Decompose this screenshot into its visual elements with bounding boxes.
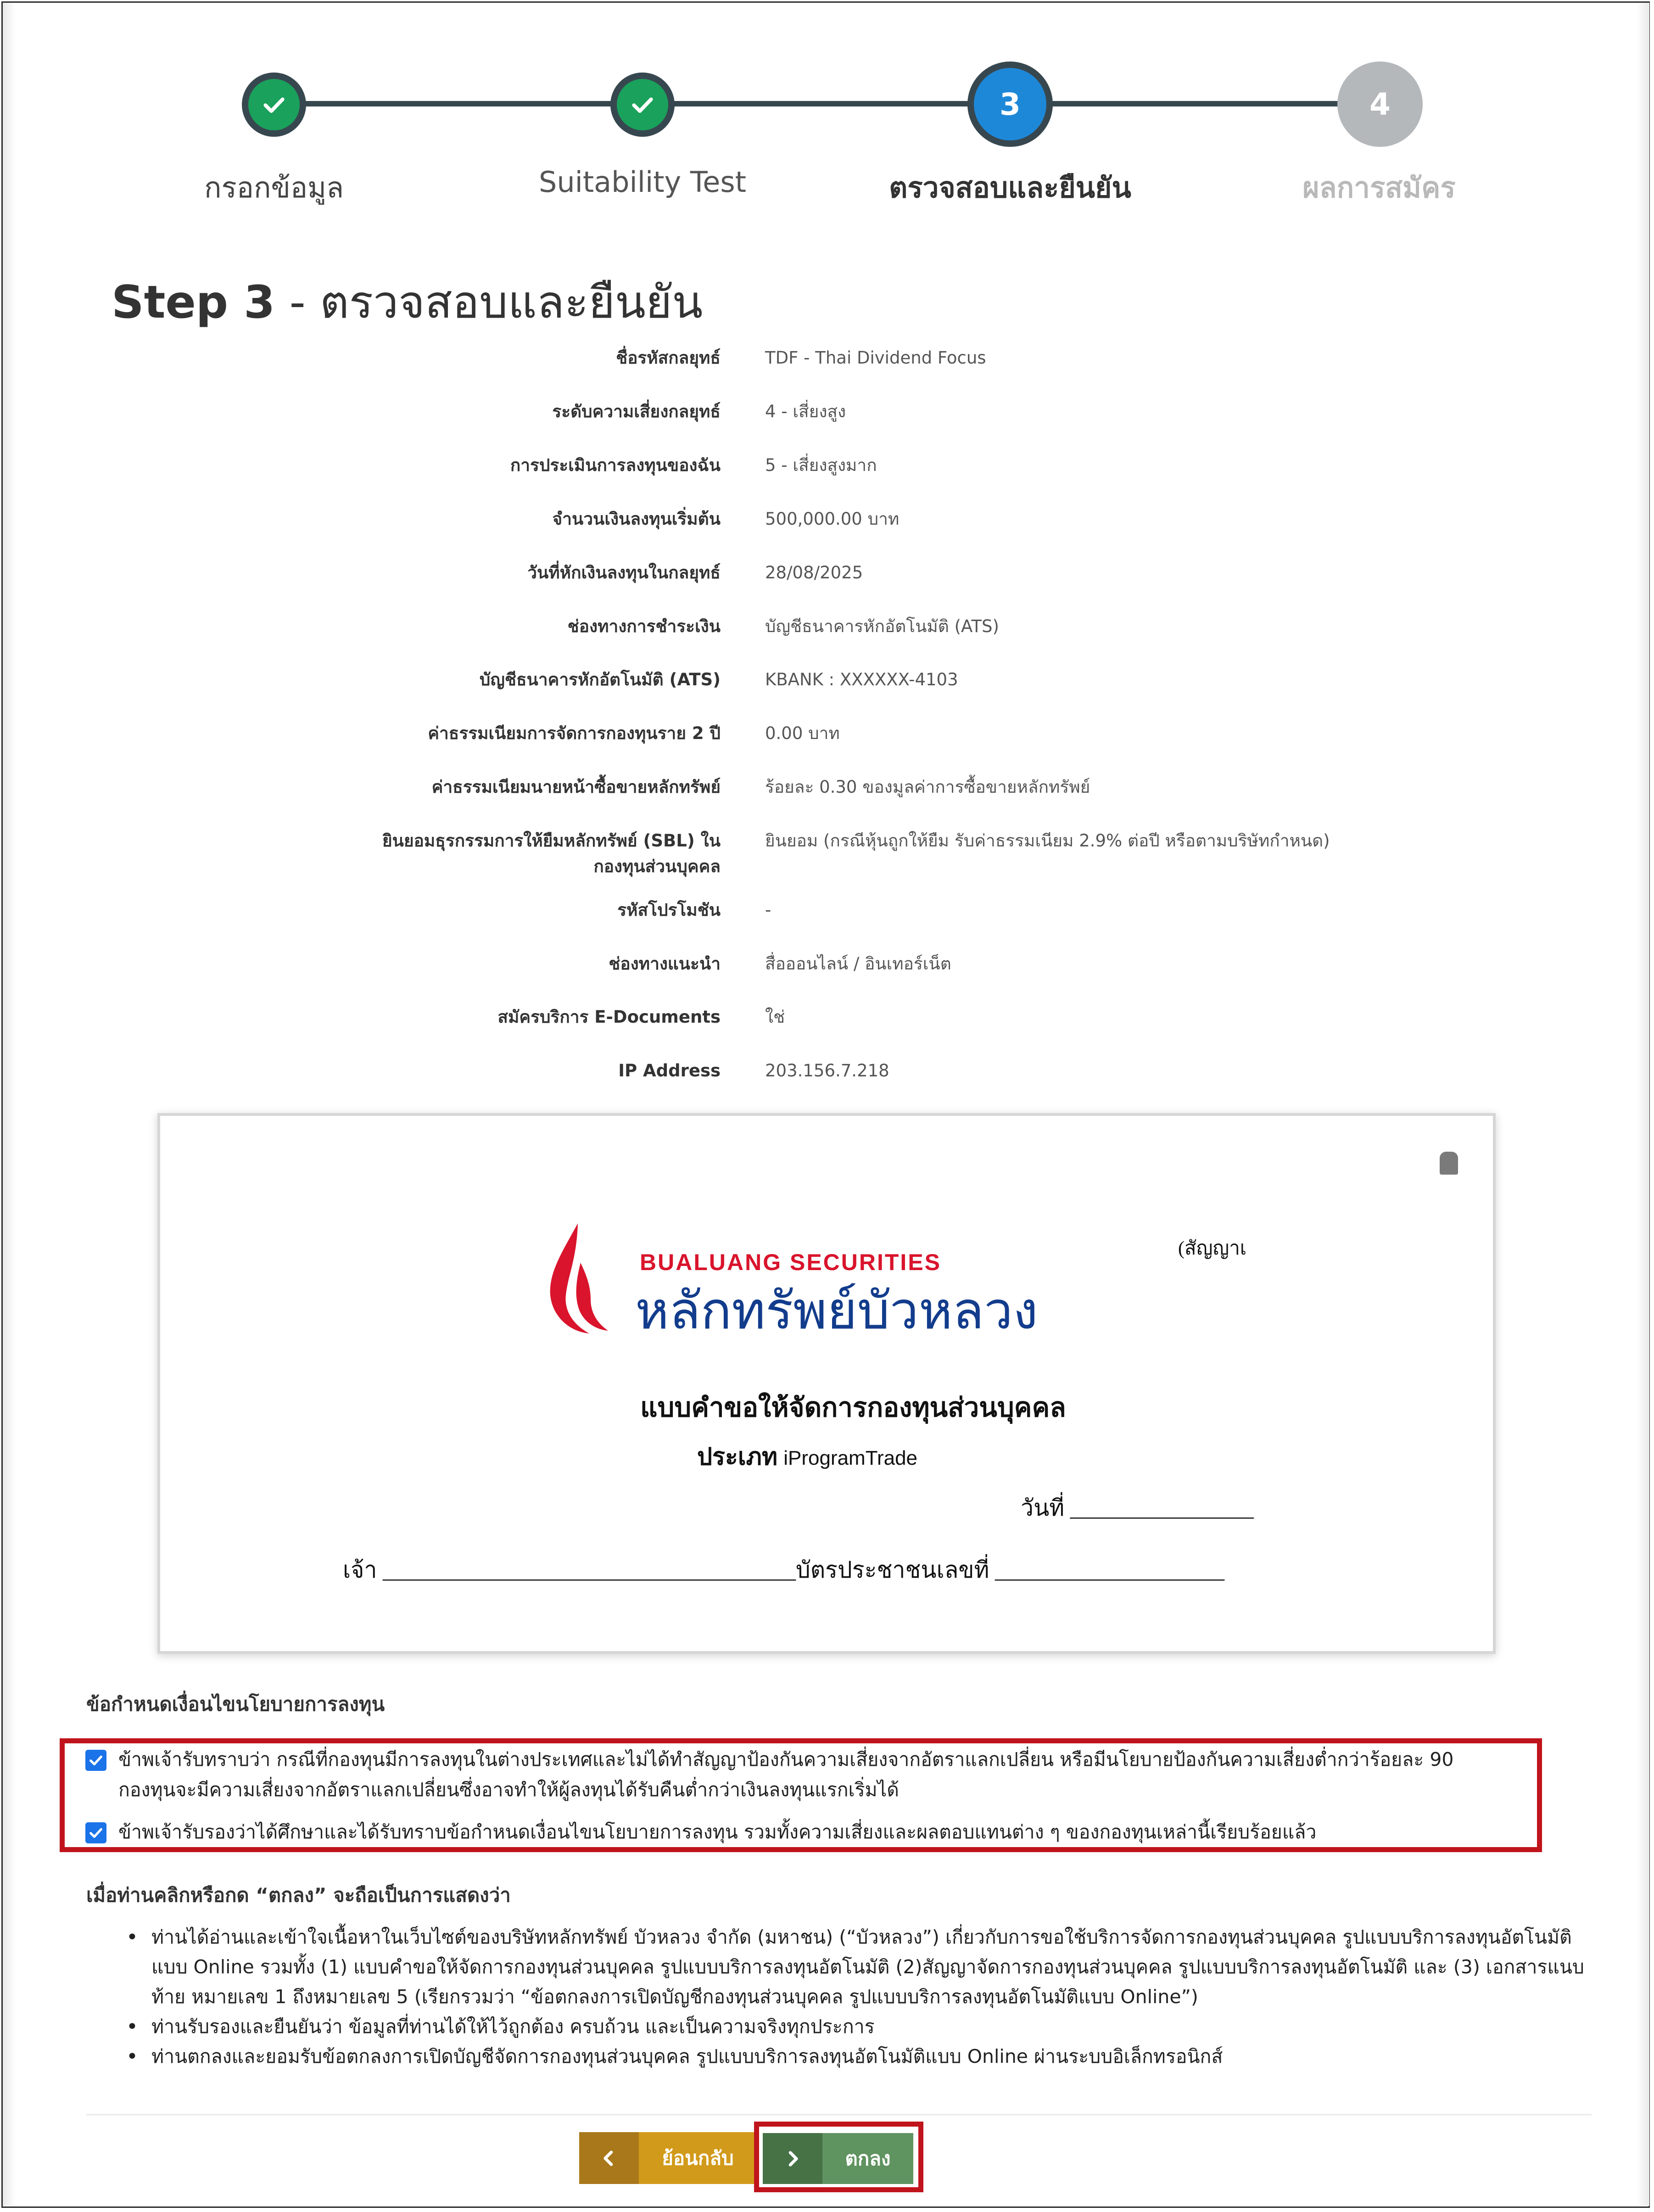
ok-button-label: ตกลง bbox=[845, 2147, 891, 2170]
detail-value: 28/08/2025 bbox=[765, 563, 863, 582]
agreement-item: • ท่านได้อ่านและเข้าใจเนื้อหาในเว็บไซต์ของบริษัทหลักทรัพย์ บัวหลวง จำกัด (มหาชน) (“บัวหลวง”) เกี่ยวกับการขอใช้บริการจัดการกองทุนส่วนบุคคล รูปแบบบริการลงทุนอัตโนมัติแบบ Online รวมทั้ง (1) แบบคำขอให้จัดการกองทุนส่วนบุคคล รูปแบบบริการลงทุนอัตโนมัติ (2)สัญญาจัดการกองทุนส่วนบุคคล รูปแบบบริการลงทุนอัตโนมัติ และ (3) เอกสารแนบท้าย หมายเลข 1 ถึงหมายเลข 5 (เรียกรวมว่า “ข้อตกลงการเปิดบัญชีกองทุนส่วนบุคคล รูปแบบบริการลงทุนอัตโนมัติแบบ Online”) bbox=[126, 1922, 1604, 2012]
detail-value: KBANK : XXXXXX-4103 bbox=[765, 670, 958, 689]
detail-row bbox=[0, 399, 1654, 426]
logo-text-th: หลักทรัพย์บัวหลวง bbox=[635, 1282, 1038, 1339]
bualuang-logo-icon bbox=[546, 1221, 610, 1336]
document-corner-note: (สัญญาเ bbox=[1178, 1238, 1247, 1259]
detail-row bbox=[0, 614, 1654, 641]
condition-1-line1: ข้าพเจ้ารับทราบว่า กรณีที่กองทุนมีการลงทุนในต่างประเทศและไม่ได้ทำสัญญาป้องกันความเสี่ยงจากอัตราแลกเปลี่ยน หรือมีนโยบายป้องกันความเสี่ยงต่ำกว่าร้อยละ 90 bbox=[118, 1748, 1454, 1770]
agreement-item: • ท่านรับรองและยืนยันว่า ข้อมูลที่ท่านได้ให้ไว้ถูกต้อง ครบถ้วน และเป็นความจริงทุกประการ bbox=[126, 2012, 1604, 2042]
agreement-list bbox=[126, 1922, 1604, 2072]
document-type-value: iProgramTrade bbox=[783, 1447, 918, 1469]
chevron-right-icon bbox=[783, 2150, 802, 2168]
detail-label: ค่าธรรมเนียมการจัดการกองทุนราย 2 ปี bbox=[428, 723, 721, 743]
ok-button[interactable] bbox=[763, 2133, 913, 2184]
document-owner-line: เจ้า ____________________________________บัตรประชาชนเลขที่ ____________________ bbox=[343, 1557, 1224, 1583]
step-2-circle bbox=[610, 73, 675, 137]
detail-value: ใช่ bbox=[765, 1007, 785, 1027]
detail-value: สื่อออนไลน์ / อินเทอร์เน็ต bbox=[765, 954, 951, 974]
detail-value: ร้อยละ 0.30 ของมูลค่าการซื้อขายหลักทรัพย์ bbox=[765, 777, 1090, 797]
detail-value: 203.156.7.218 bbox=[765, 1061, 889, 1081]
step-number: 3 bbox=[1000, 86, 1021, 122]
detail-value: บัญชีธนาคารหักอัตโนมัติ (ATS) bbox=[765, 616, 999, 636]
left-shadow bbox=[3, 3, 16, 2206]
detail-label-line1: ยินยอมธุรกรรมการให้ยืมหลักทรัพย์ (SBL) ใน bbox=[382, 831, 721, 851]
detail-row bbox=[0, 667, 1654, 694]
check-icon bbox=[261, 92, 287, 118]
check-icon bbox=[630, 92, 655, 118]
detail-label: ชื่อรหัสกลยุทธ์ bbox=[616, 348, 721, 368]
document-scrollbar[interactable] bbox=[1440, 1152, 1458, 1175]
document-heading: แบบคำขอให้จัดการกองทุนส่วนบุคคล bbox=[640, 1393, 1066, 1422]
back-button[interactable] bbox=[579, 2132, 757, 2184]
detail-row bbox=[0, 951, 1654, 979]
detail-row bbox=[0, 1004, 1654, 1032]
detail-value: ยินยอม (กรณีหุ้นถูกให้ยืม รับค่าธรรมเนียม 2.9% ต่อปี หรือตามบริษัทกำหนด) bbox=[765, 831, 1330, 851]
detail-label: ค่าธรรมเนียมนายหน้าซื้อขายหลักทรัพย์ bbox=[431, 777, 721, 797]
detail-row bbox=[0, 560, 1654, 588]
detail-label: รหัสโปรโมชัน bbox=[617, 900, 721, 920]
right-shadow bbox=[1637, 3, 1649, 2206]
document-date-line: วันที่ ________________ bbox=[1021, 1495, 1254, 1521]
detail-label: การประเมินการลงทุนของฉัน bbox=[510, 455, 721, 475]
detail-row bbox=[0, 828, 1654, 883]
detail-value: 5 - เสี่ยงสูงมาก bbox=[765, 455, 877, 475]
agreement-item: • ท่านตกลงและยอมรับข้อตกลงการเปิดบัญชีจัดการกองทุนส่วนบุคคล รูปแบบบริการลงทุนอัตโนมัติแบบ Online ผ่านระบบอิเล็กทรอนิกส์ bbox=[126, 2042, 1604, 2072]
detail-row bbox=[0, 774, 1654, 802]
conditions-heading: ข้อกำหนดเงื่อนไขนโยบายการลงทุน bbox=[86, 1693, 385, 1715]
document-type bbox=[697, 1437, 917, 1475]
condition-1-checkbox[interactable] bbox=[85, 1750, 106, 1771]
detail-value: 0.00 บาท bbox=[765, 723, 840, 743]
detail-value: 500,000.00 บาท bbox=[765, 509, 900, 529]
detail-label: ช่องทางการชำระเงิน bbox=[567, 616, 721, 636]
detail-row bbox=[0, 1058, 1654, 1086]
detail-label-line2: กองทุนส่วนบุคคล bbox=[593, 857, 721, 876]
detail-label: วันที่หักเงินลงทุนในกลยุทธ์ bbox=[527, 563, 721, 582]
page-title-text: - ตรวจสอบและยืนยัน bbox=[275, 276, 703, 329]
detail-row bbox=[0, 897, 1654, 925]
page-title-step: Step 3 bbox=[112, 276, 275, 329]
back-button-icon-box bbox=[579, 2132, 639, 2184]
checkmark-icon bbox=[88, 1825, 104, 1841]
detail-row bbox=[0, 453, 1654, 480]
page-title bbox=[112, 266, 703, 338]
step-2-label: Suitability Test bbox=[538, 165, 746, 199]
detail-row bbox=[0, 345, 1654, 373]
checkmark-icon bbox=[88, 1753, 104, 1768]
condition-1-line2: กองทุนจะมีความเสี่ยงจากอัตราแลกเปลี่ยนซึ่งอาจทำให้ผู้ลงทุนได้รับคืนต่ำกว่าเงินลงทุนแรกเริ่มได้ bbox=[118, 1779, 899, 1801]
detail-label: จำนวนเงินลงทุนเริ่มต้น bbox=[552, 509, 721, 529]
detail-row bbox=[0, 721, 1654, 748]
step-number: 4 bbox=[1369, 86, 1391, 122]
condition-2-checkbox[interactable] bbox=[85, 1822, 106, 1843]
detail-label: บัญชีธนาคารหักอัตโนมัติ (ATS) bbox=[479, 670, 721, 689]
chevron-left-icon bbox=[600, 2149, 618, 2167]
detail-label: สมัครบริการ E-Documents bbox=[497, 1007, 721, 1027]
condition-1-text bbox=[118, 1744, 1527, 1805]
detail-label: IP Address bbox=[618, 1061, 721, 1081]
ok-button-icon-box bbox=[763, 2133, 822, 2184]
detail-label bbox=[216, 828, 721, 879]
step-connector bbox=[274, 101, 643, 106]
condition-2-text: ข้าพเจ้ารับรองว่าได้ศึกษาและได้รับทราบข้อกำหนดเงื่อนไขนโยบายการลงทุน รวมทั้งความเสี่ยงและผลตอบแทนต่าง ๆ ของกองทุนเหล่านี้เรียบร้อยแล้ว bbox=[118, 1821, 1317, 1843]
step-connector bbox=[643, 101, 1012, 106]
detail-label: ระดับความเสี่ยงกลยุทธ์ bbox=[552, 402, 721, 421]
logo-text-en: BUALUANG SECURITIES bbox=[640, 1249, 942, 1275]
detail-label: ช่องทางแนะนำ bbox=[609, 954, 721, 974]
document-preview[interactable] bbox=[157, 1113, 1496, 1654]
detail-value: TDF - Thai Dividend Focus bbox=[765, 348, 986, 368]
document-type-label: ประเภท bbox=[697, 1444, 778, 1470]
detail-row bbox=[0, 506, 1654, 534]
agreement-heading: เมื่อท่านคลิกหรือกด “ตกลง” จะถือเป็นการแสดงว่า bbox=[86, 1884, 511, 1906]
step-4-label: ผลการสมัคร bbox=[1302, 171, 1456, 204]
detail-value: - bbox=[765, 900, 771, 920]
step-1-circle bbox=[242, 73, 306, 137]
step-3-circle bbox=[967, 62, 1053, 147]
step-3-label: ตรวจสอบและยืนยัน bbox=[889, 171, 1131, 204]
step-connector bbox=[1010, 101, 1380, 106]
back-button-label: ย้อนกลับ bbox=[662, 2146, 734, 2169]
step-1-label: กรอกข้อมูล bbox=[204, 171, 344, 204]
step-4-circle bbox=[1337, 62, 1423, 147]
footer-divider bbox=[86, 2114, 1592, 2116]
detail-value: 4 - เสี่ยงสูง bbox=[765, 402, 846, 421]
